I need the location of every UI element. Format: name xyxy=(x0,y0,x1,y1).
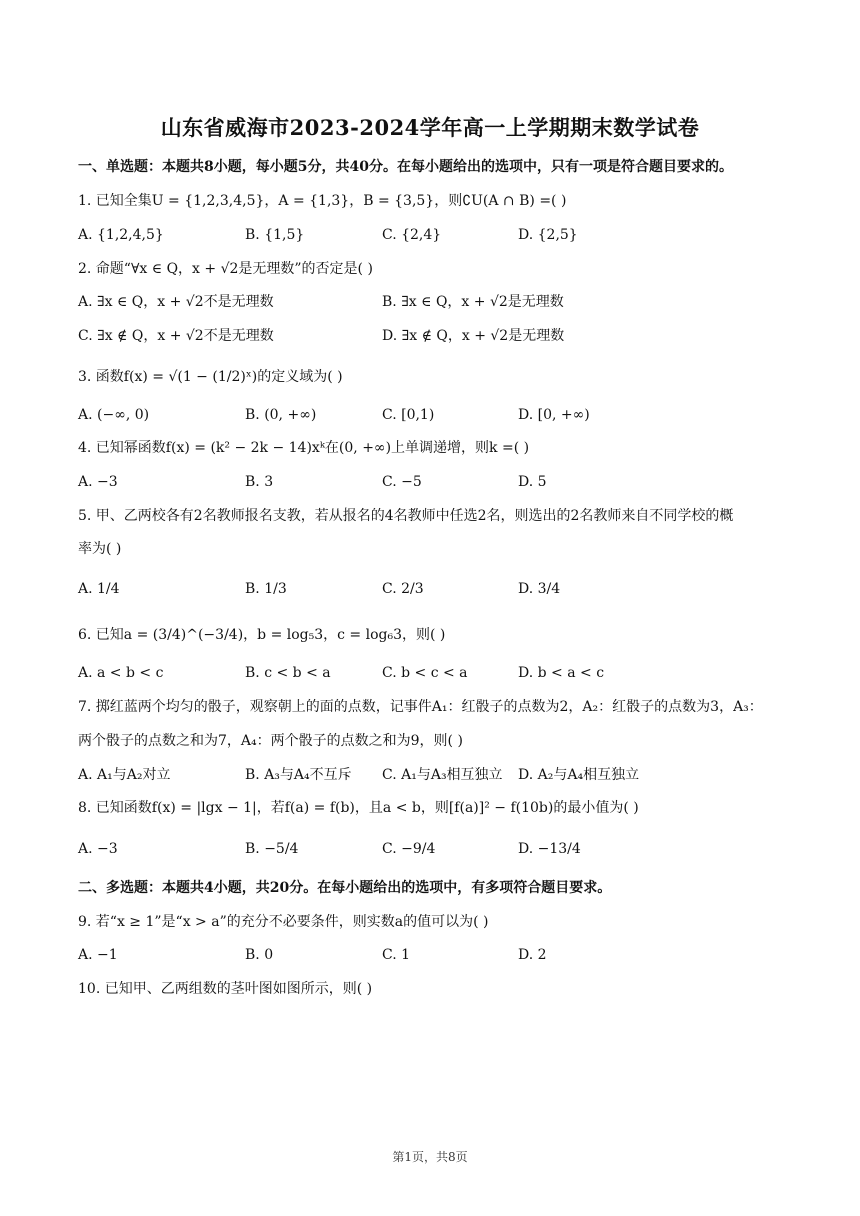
question-4-option-a: A. −3 xyxy=(78,474,118,490)
question-7-stem-line-2: 两个骰子的点数之和为7，A₄：两个骰子的点数之和为9，则( ) xyxy=(78,733,463,749)
question-8-option-b: B. −5/4 xyxy=(245,841,299,857)
question-4-option-b: B. 3 xyxy=(245,474,274,490)
question-6-option-d: D. b < a < c xyxy=(518,665,605,681)
question-5-option-d: D. 3/4 xyxy=(518,581,561,597)
question-9-option-d: D. 2 xyxy=(518,947,547,963)
question-6-option-c: C. b < c < a xyxy=(382,665,468,681)
question-1-option-a: A. {1,2,4,5} xyxy=(78,227,164,243)
question-3-option-a: A. (−∞, 0) xyxy=(78,407,150,423)
question-9-option-a: A. −1 xyxy=(78,947,118,963)
question-7-option-d: D. A₂与A₄相互独立 xyxy=(518,767,640,783)
page-footer: 第1页，共8页 xyxy=(392,1150,468,1164)
question-3-option-b: B. (0, +∞) xyxy=(245,407,317,423)
question-3-stem: 3. 函数f(x) = √(1 − (1/2)ˣ)的定义域为( ) xyxy=(78,369,343,385)
question-2-option-a: A. ∃x ∈ Q，x + √2不是无理数 xyxy=(78,294,274,310)
question-2-option-c: C. ∃x ∉ Q，x + √2不是无理数 xyxy=(78,328,274,344)
question-2-option-b: B. ∃x ∈ Q，x + √2是无理数 xyxy=(382,294,564,310)
question-3-option-d: D. [0, +∞) xyxy=(518,407,590,423)
question-8-option-a: A. −3 xyxy=(78,841,118,857)
question-4-option-c: C. −5 xyxy=(382,474,422,490)
question-7-option-b: B. A₃与A₄不互斥 xyxy=(245,767,352,783)
question-7-stem-line-1: 7. 掷红蓝两个均匀的骰子，观察朝上的面的点数，记事件A₁：红骰子的点数为2，A₂：红骰子的点数为3，A₃： xyxy=(78,699,763,715)
section-heading-multiple-choice: 二、多选题：本题共4小题，共20分。在每小题给出的选项中，有多项符合题目要求。 xyxy=(78,880,612,896)
question-1-option-c: C. {2,4} xyxy=(382,227,442,243)
question-1-option-d: D. {2,5} xyxy=(518,227,578,243)
question-6-option-b: B. c < b < a xyxy=(245,665,331,681)
question-6-stem: 6. 已知a = (3/4)^(−3/4)，b = log₅3，c = log₆3，则( ) xyxy=(78,627,446,643)
question-7-option-a: A. A₁与A₂对立 xyxy=(78,767,171,783)
question-8-stem: 8. 已知函数f(x) = |lgx − 1|，若f(a) = f(b)，且a < b，则[f(a)]² − f(10b)的最小值为( ) xyxy=(78,800,639,816)
question-5-stem-line-2: 率为( ) xyxy=(78,541,122,557)
question-8-option-c: C. −9/4 xyxy=(382,841,436,857)
question-5-option-b: B. 1/3 xyxy=(245,581,287,597)
question-10-stem: 10. 已知甲、乙两组数的茎叶图如图所示，则( ) xyxy=(78,981,373,997)
question-4-stem: 4. 已知幂函数f(x) = (k² − 2k − 14)xᵏ在(0, +∞)上单调递增，则k =( ) xyxy=(78,440,530,456)
question-2-option-d: D. ∃x ∉ Q，x + √2是无理数 xyxy=(382,328,565,344)
question-8-option-d: D. −13/4 xyxy=(518,841,581,857)
question-9-option-c: C. 1 xyxy=(382,947,411,963)
question-6-option-a: A. a < b < c xyxy=(78,665,164,681)
question-1-option-b: B. {1,5} xyxy=(245,227,305,243)
question-9-option-b: B. 0 xyxy=(245,947,274,963)
question-2-stem: 2. 命题“∀x ∈ Q，x + √2是无理数”的否定是( ) xyxy=(78,261,373,277)
page-title: 山东省威海市2023-2024学年高一上学期期末数学试卷 xyxy=(160,115,700,140)
question-7-option-c: C. A₁与A₃相互独立 xyxy=(382,767,503,783)
question-5-option-a: A. 1/4 xyxy=(78,581,120,597)
question-5-option-c: C. 2/3 xyxy=(382,581,424,597)
section-heading-single-choice: 一、单选题：本题共8小题，每小题5分，共40分。在每小题给出的选项中，只有一项是符合题目要求的。 xyxy=(78,159,733,175)
question-1-stem: 1. 已知全集U = {1,2,3,4,5}，A = {1,3}，B = {3,5}，则∁U(A ∩ B) =( ) xyxy=(78,193,567,209)
question-5-stem-line-1: 5. 甲、乙两校各有2名教师报名支教，若从报名的4名教师中任选2名，则选出的2名教师来自不同学校的概 xyxy=(78,508,734,524)
question-9-stem: 9. 若“x ≥ 1”是“x > a”的充分不必要条件，则实数a的值可以为( ) xyxy=(78,914,489,930)
question-3-option-c: C. [0,1) xyxy=(382,407,435,423)
question-4-option-d: D. 5 xyxy=(518,474,547,490)
